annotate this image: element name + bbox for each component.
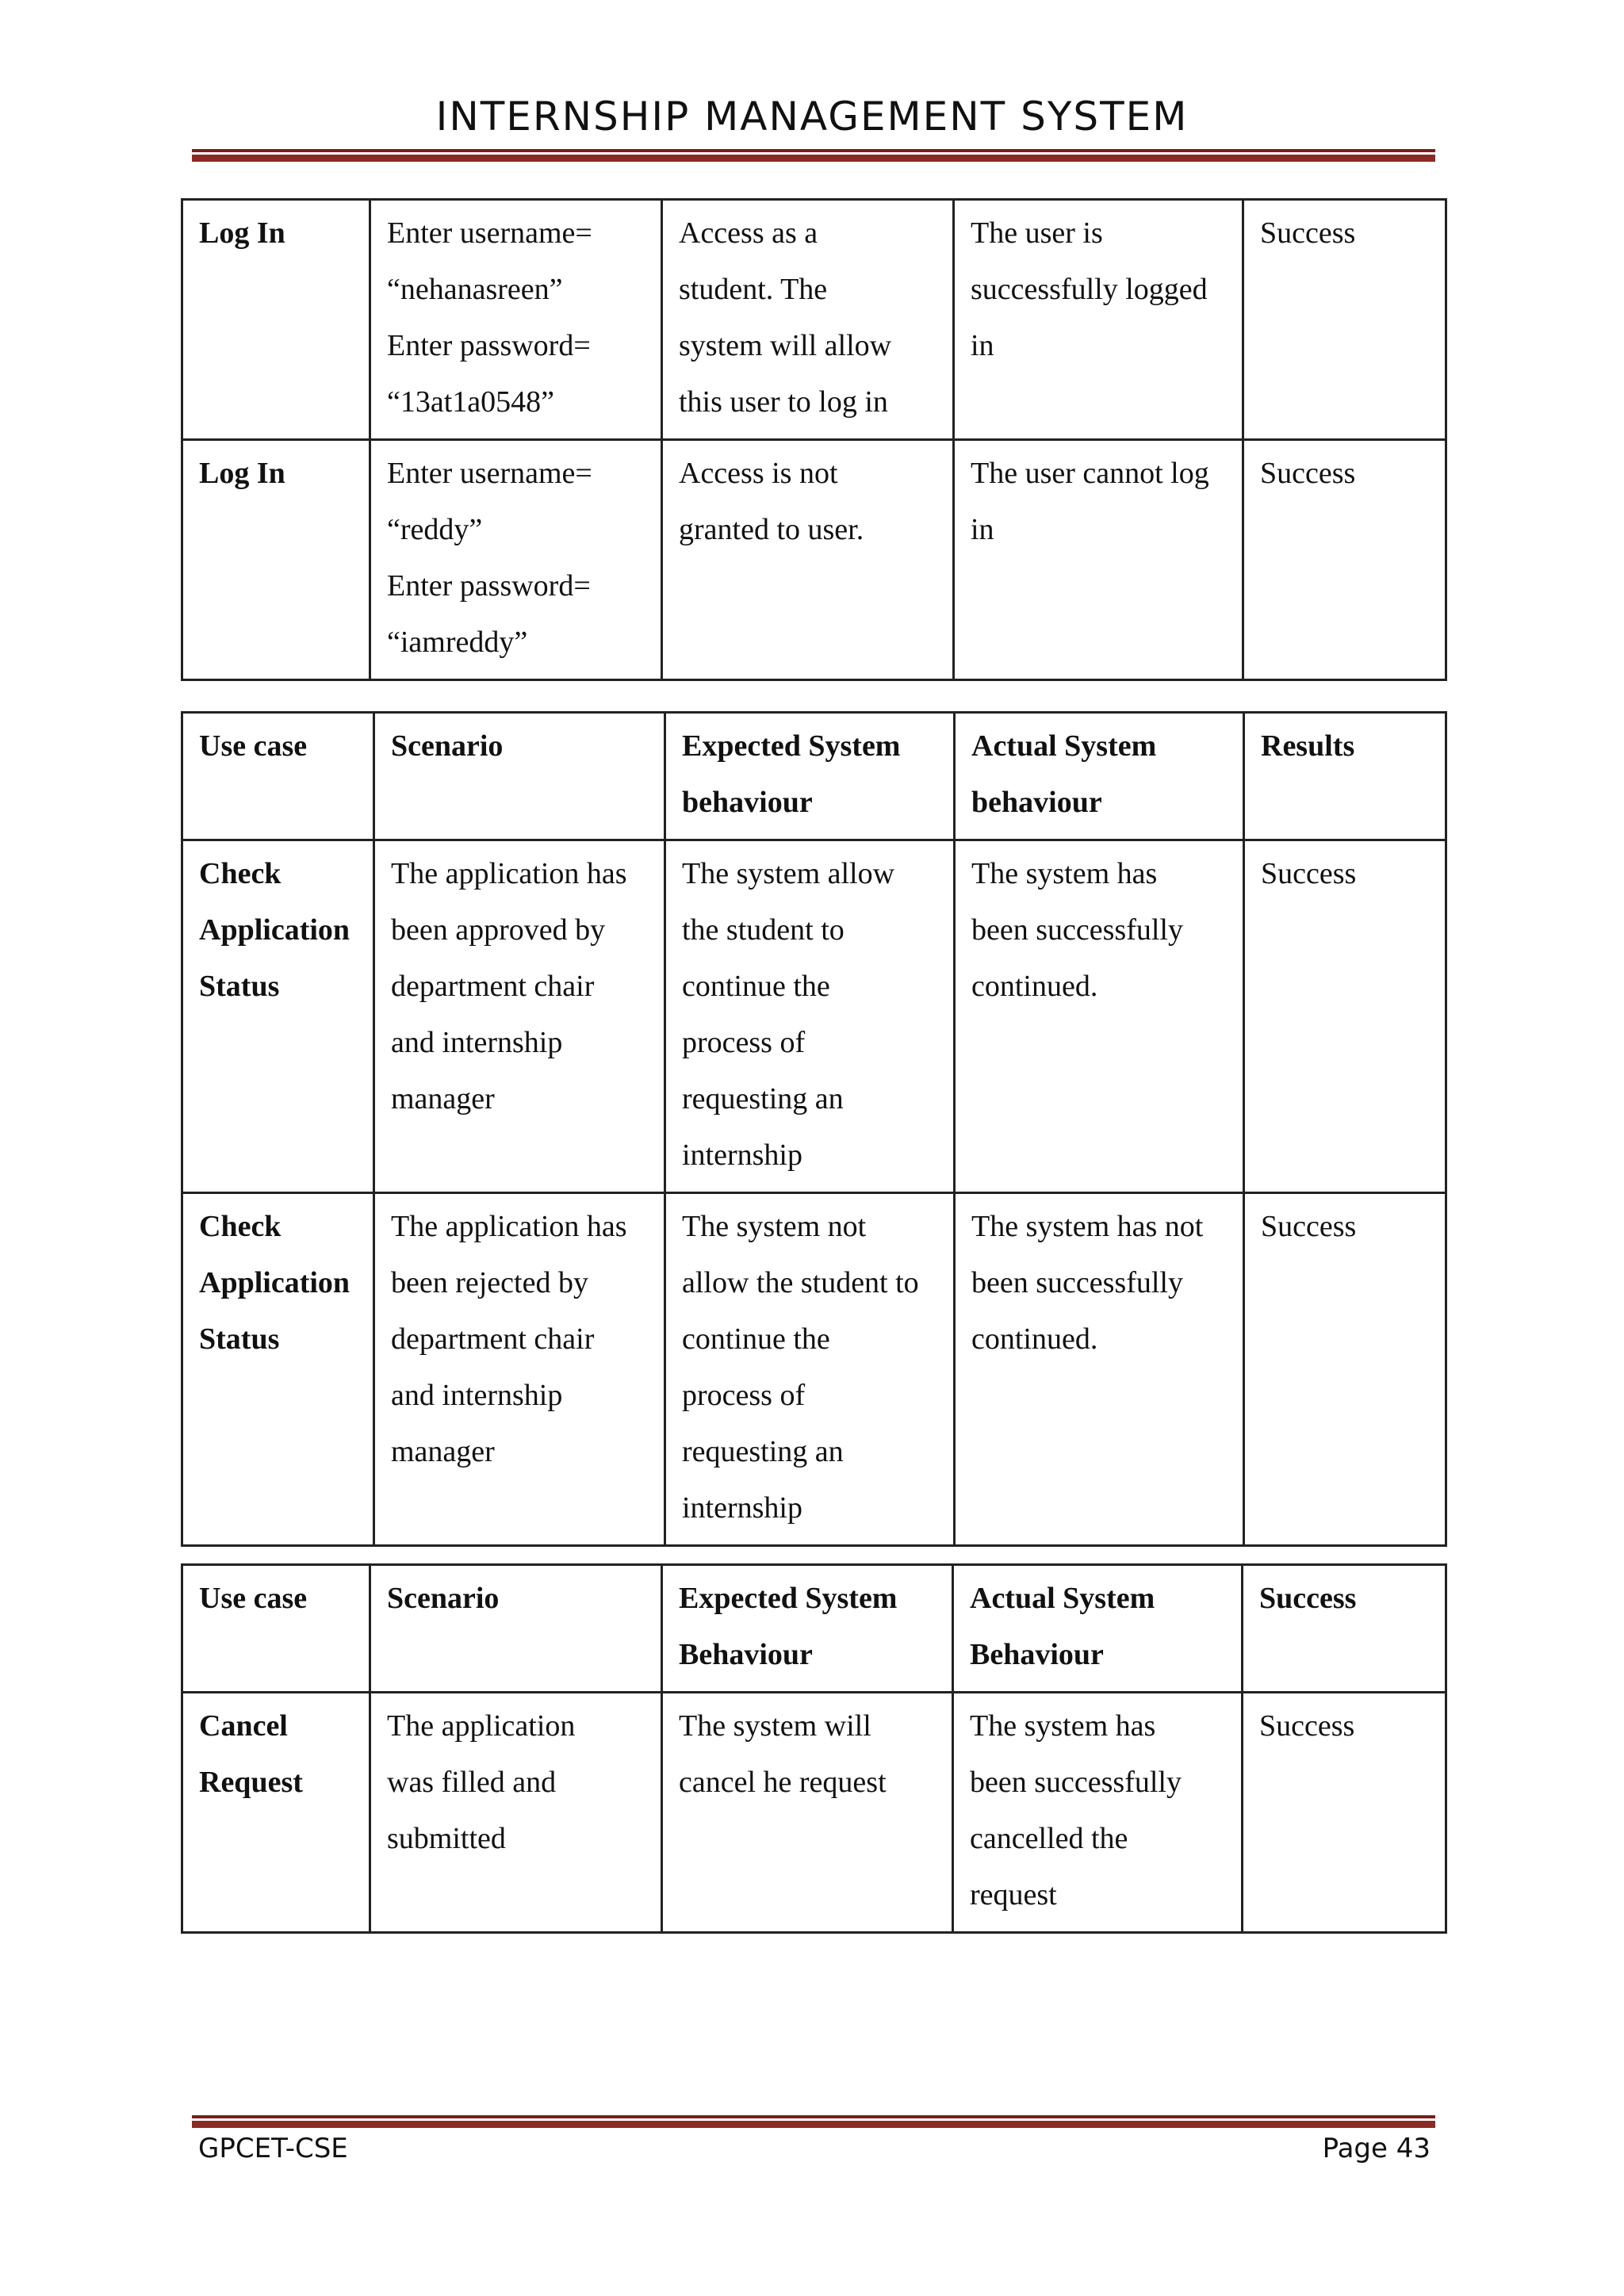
actual-behaviour-cell: The user is successfully logged in — [954, 200, 1243, 440]
header-use-case: Use case — [182, 713, 374, 840]
header-use-case: Use case — [182, 1565, 370, 1693]
expected-behaviour-cell: The system will cancel he request — [662, 1693, 953, 1933]
scenario-cell: Enter username= “nehanasreen” Enter password= “13at1a0548” — [370, 200, 662, 440]
footer-rule — [192, 2115, 1435, 2128]
header-expected: Expected System Behaviour — [662, 1565, 953, 1693]
result-cell: Success — [1243, 440, 1446, 680]
expected-behaviour-cell: The system not allow the student to continue the process of requesting an internship — [665, 1193, 955, 1546]
scenario-cell: The application has been approved by department chair and internship manager — [374, 840, 665, 1193]
cancel-request-test-table — [181, 1563, 1447, 1934]
table-row — [182, 1693, 1446, 1933]
footer-department: GPCET-CSE — [198, 2133, 348, 2164]
header-results: Results — [1244, 713, 1446, 840]
result-cell: Success — [1244, 1193, 1446, 1546]
application-status-test-table — [181, 711, 1447, 1547]
expected-behaviour-cell: The system allow the student to continue the process of requesting an internship — [665, 840, 955, 1193]
table-header-row — [182, 713, 1446, 840]
expected-behaviour-cell: Access is not granted to user. — [662, 440, 954, 680]
result-cell: Success — [1244, 840, 1446, 1193]
header-scenario: Scenario — [370, 1565, 662, 1693]
header-scenario: Scenario — [374, 713, 665, 840]
use-case-cell: Log In — [182, 200, 370, 440]
table-row — [182, 440, 1446, 680]
page-header-title: INTERNSHIP MANAGEMENT SYSTEM — [435, 94, 1189, 140]
scenario-cell: The application has been rejected by department chair and internship manager — [374, 1193, 665, 1546]
scenario-cell: The application was filled and submitted — [370, 1693, 662, 1933]
header-success: Success — [1243, 1565, 1446, 1693]
table-row — [182, 840, 1446, 1193]
actual-behaviour-cell: The system has been successfully continued. — [955, 840, 1244, 1193]
header-rule — [192, 149, 1435, 162]
scenario-cell: Enter username= “reddy” Enter password= “iamreddy” — [370, 440, 662, 680]
page-number: Page 43 — [1322, 2133, 1431, 2164]
actual-behaviour-cell: The system has been successfully cancelled the request — [953, 1693, 1243, 1933]
header-actual: Actual System behaviour — [955, 713, 1244, 840]
actual-behaviour-cell: The user cannot log in — [954, 440, 1243, 680]
actual-behaviour-cell: The system has not been successfully continued. — [955, 1193, 1244, 1546]
use-case-cell: Check Application Status — [182, 1193, 374, 1546]
expected-behaviour-cell: Access as a student. The system will allow this user to log in — [662, 200, 954, 440]
use-case-cell: Check Application Status — [182, 840, 374, 1193]
login-test-table — [181, 198, 1447, 681]
result-cell: Success — [1243, 200, 1446, 440]
table-row — [182, 1193, 1446, 1546]
use-case-cell: Cancel Request — [182, 1693, 370, 1933]
table-row — [182, 200, 1446, 440]
use-case-cell: Log In — [182, 440, 370, 680]
table-header-row — [182, 1565, 1446, 1693]
result-cell: Success — [1243, 1693, 1446, 1933]
header-expected: Expected System behaviour — [665, 713, 955, 840]
header-actual: Actual System Behaviour — [953, 1565, 1243, 1693]
